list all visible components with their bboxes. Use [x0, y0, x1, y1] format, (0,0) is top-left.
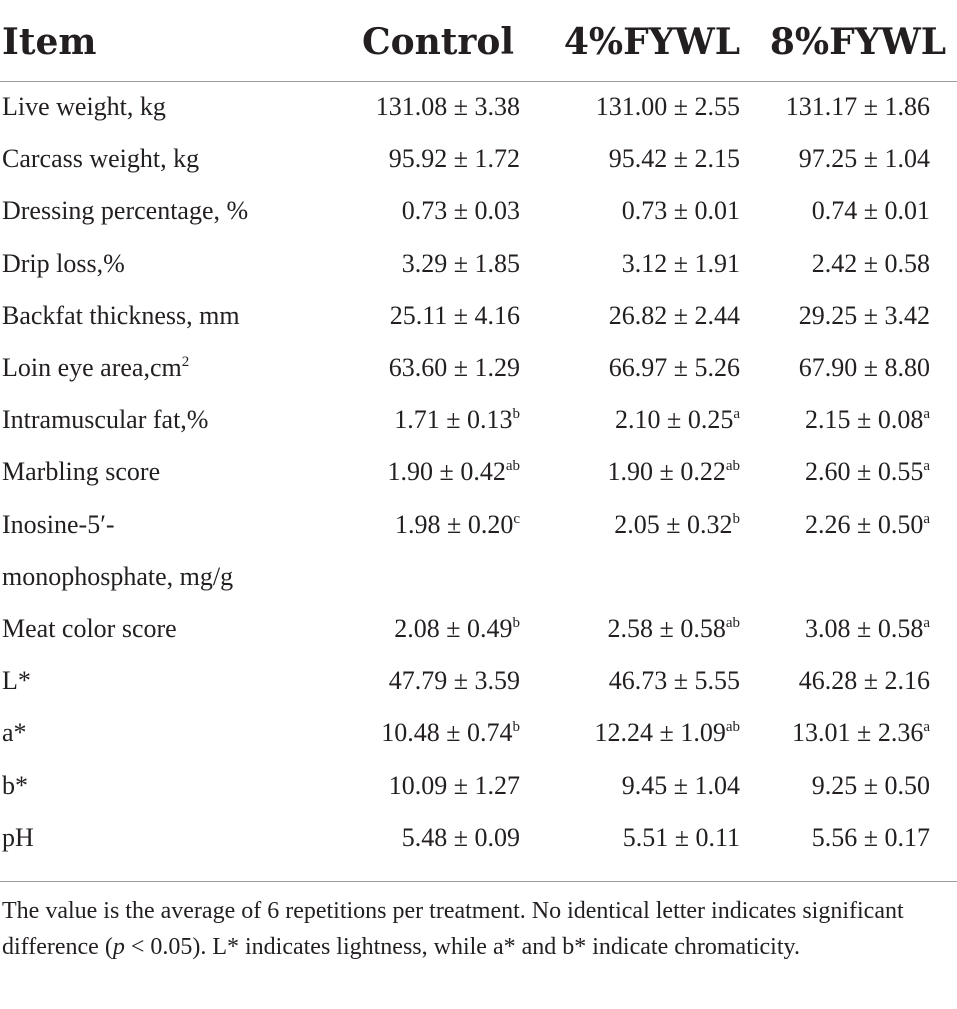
cell-control [340, 394, 520, 446]
row-label-text: Live weight, kg [2, 92, 166, 121]
header-4pct-fywl: 4%FYWL [563, 21, 741, 63]
row-label [2, 655, 31, 707]
cell-8pct-fywl [750, 655, 930, 707]
cell-value: 5.56 ± 0.17 [811, 822, 930, 852]
cell-value: 26.82 ± 2.44 [608, 300, 740, 330]
cell-value: 2.05 ± 0.32 [614, 509, 733, 539]
cell-value: 9.25 ± 0.50 [811, 770, 930, 800]
cell-value: 95.92 ± 1.72 [388, 144, 520, 174]
cell-4pct-fywl [560, 81, 740, 133]
cell-4pct-fywl [560, 446, 740, 498]
cell-value: 1.98 ± 0.20 [395, 509, 514, 539]
row-label [2, 290, 240, 342]
cell-8pct-fywl [750, 342, 930, 394]
cell-value: 5.48 ± 0.09 [401, 822, 520, 852]
significance-letter: a [923, 510, 930, 527]
cell-4pct-fywl [560, 342, 740, 394]
row-label-text: monophosphate, mg/g [2, 561, 234, 591]
row-label [2, 81, 166, 133]
cell-value: 2.26 ± 0.50 [805, 509, 924, 539]
cell-value: 1.90 ± 0.42 [387, 457, 506, 487]
cell-value: 9.45 ± 1.04 [621, 770, 740, 800]
row-label [2, 551, 233, 603]
significance-letter: b [732, 510, 740, 527]
cell-value: 63.60 ± 1.29 [388, 353, 520, 382]
cell-control [340, 499, 520, 551]
cell-control [340, 655, 520, 707]
significance-letter: ab [725, 719, 740, 736]
significance-letter: c [513, 510, 520, 527]
row-label [2, 499, 115, 551]
row-label [2, 394, 208, 446]
cell-8pct-fywl [750, 812, 930, 864]
significance-letter: ab [725, 615, 740, 631]
cell-8pct-fywl [750, 394, 930, 446]
cell-4pct-fywl [560, 185, 740, 237]
cell-8pct-fywl [750, 603, 930, 655]
row-label [2, 238, 125, 290]
row-label-text: L* [2, 666, 31, 696]
cell-value: 13.01 ± 2.36 [792, 718, 924, 748]
cell-8pct-fywl [750, 760, 930, 812]
cell-4pct-fywl [560, 238, 740, 290]
header-item: Item [2, 21, 97, 63]
row-label-text: Intramuscular fat,% [2, 405, 209, 435]
row-label [2, 185, 248, 237]
cell-8pct-fywl [750, 499, 930, 551]
cell-value: 3.08 ± 0.58 [805, 614, 924, 643]
row-label-text: Meat color score [2, 614, 177, 643]
row-label-text: Dressing percentage, % [2, 196, 249, 226]
cell-8pct-fywl [750, 446, 930, 498]
row-label-text: Carcass weight, kg [2, 144, 200, 174]
row-label-text: a* [2, 718, 27, 748]
table-header [0, 0, 957, 82]
cell-value: 67.90 ± 8.80 [798, 353, 930, 382]
cell-4pct-fywl [560, 812, 740, 864]
significance-letter: a [923, 406, 930, 423]
significance-letter: a [923, 615, 930, 631]
table-row [0, 446, 957, 498]
cell-control [340, 81, 520, 133]
cell-value: 46.28 ± 2.16 [798, 666, 930, 696]
cell-value: 5.51 ± 0.11 [622, 822, 740, 852]
table-row [0, 655, 957, 707]
cell-value: 29.25 ± 3.42 [798, 300, 930, 330]
cell-value: 1.71 ± 0.13 [394, 405, 513, 435]
cell-control [340, 133, 520, 185]
cell-8pct-fywl [750, 290, 930, 342]
cell-value: 2.08 ± 0.49 [394, 614, 513, 643]
bottom-rule [0, 881, 957, 882]
row-label [2, 812, 34, 864]
cell-value: 97.25 ± 1.04 [798, 144, 930, 174]
cell-4pct-fywl [560, 707, 740, 759]
significance-letter: a [923, 458, 930, 475]
cell-8pct-fywl [750, 133, 930, 185]
footnote [2, 893, 952, 965]
significance-letter: a [733, 406, 740, 423]
row-label-text: Drip loss,% [2, 248, 125, 278]
cell-value: 2.60 ± 0.55 [805, 457, 924, 487]
cell-4pct-fywl [560, 655, 740, 707]
footnote-part2: < 0.05). L* indicates lightness, while a* and b* indicate chromaticity. [124, 934, 800, 960]
table-row [0, 707, 957, 759]
cell-8pct-fywl [750, 707, 930, 759]
table-row [0, 81, 957, 133]
cell-control [340, 812, 520, 864]
table-row [0, 290, 957, 342]
row-label-superscript: 2 [181, 354, 190, 370]
cell-value: 2.42 ± 0.58 [811, 248, 930, 278]
cell-value: 131.00 ± 2.55 [595, 92, 740, 121]
cell-value: 95.42 ± 2.15 [608, 144, 740, 174]
cell-value: 3.12 ± 1.91 [621, 248, 740, 278]
significance-letter: b [512, 615, 520, 631]
row-label-text: Inosine-5′- [2, 509, 115, 539]
cell-value: 3.29 ± 1.85 [401, 248, 520, 278]
cell-control [340, 342, 520, 394]
cell-value: 0.73 ± 0.03 [401, 196, 520, 226]
significance-letter: b [512, 406, 520, 423]
cell-value: 25.11 ± 4.16 [389, 300, 520, 330]
significance-letter: ab [505, 458, 520, 475]
cell-8pct-fywl [750, 185, 930, 237]
significance-letter: b [512, 719, 520, 736]
table-row [0, 499, 957, 551]
row-label [2, 707, 27, 759]
row-label-text: Marbling score [2, 457, 161, 487]
cell-4pct-fywl [560, 133, 740, 185]
cell-control [340, 290, 520, 342]
cell-control [340, 446, 520, 498]
cell-8pct-fywl [750, 81, 930, 133]
row-label-text: Backfat thickness, mm [2, 300, 240, 330]
header-control: Control [361, 21, 515, 63]
cell-value: 131.17 ± 1.86 [785, 92, 930, 121]
cell-value: 47.79 ± 3.59 [388, 666, 520, 696]
row-label [2, 603, 177, 655]
significance-letter: ab [725, 458, 740, 475]
cell-4pct-fywl [560, 499, 740, 551]
cell-value: 0.74 ± 0.01 [811, 196, 930, 226]
table-row [0, 760, 957, 812]
cell-value: 12.24 ± 1.09 [594, 718, 726, 748]
row-label-text: pH [2, 822, 34, 852]
cell-value: 46.73 ± 5.55 [608, 666, 740, 696]
significance-letter: a [923, 719, 930, 736]
cell-value: 0.73 ± 0.01 [621, 196, 740, 226]
row-label-text: Loin eye area,cm [2, 353, 182, 382]
cell-value: 2.58 ± 0.58 [607, 614, 726, 643]
table-row [0, 238, 957, 290]
cell-control [340, 760, 520, 812]
cell-value: 2.15 ± 0.08 [805, 405, 924, 435]
row-label [2, 760, 28, 812]
row-label [2, 342, 189, 394]
cell-value: 66.97 ± 5.26 [608, 353, 740, 382]
cell-value: 10.48 ± 0.74 [381, 718, 513, 748]
table-row [0, 394, 957, 446]
table-row [0, 342, 957, 394]
cell-control [340, 707, 520, 759]
cell-4pct-fywl [560, 760, 740, 812]
table-row [0, 133, 957, 185]
cell-8pct-fywl [750, 238, 930, 290]
row-label [2, 446, 160, 498]
row-label-text: b* [2, 770, 28, 800]
footnote-p: p [112, 934, 125, 960]
footnote-part1: The value is the average of 6 repetitions per treatment. No identical letter indicates significant difference ( [2, 898, 904, 960]
cell-value: 1.90 ± 0.22 [607, 457, 726, 487]
cell-control [340, 238, 520, 290]
cell-value: 10.09 ± 1.27 [388, 770, 520, 800]
table-row [0, 603, 957, 655]
table-row [0, 185, 957, 237]
cell-4pct-fywl [560, 603, 740, 655]
cell-value: 2.10 ± 0.25 [615, 405, 734, 435]
cell-value: 131.08 ± 3.38 [375, 92, 520, 121]
cell-4pct-fywl [560, 290, 740, 342]
header-8pct-fywl: 8%FYWL [769, 21, 947, 63]
table-row [0, 812, 957, 864]
cell-control [340, 185, 520, 237]
row-label [2, 133, 199, 185]
cell-control [340, 603, 520, 655]
cell-4pct-fywl [560, 394, 740, 446]
table-row [0, 551, 957, 603]
